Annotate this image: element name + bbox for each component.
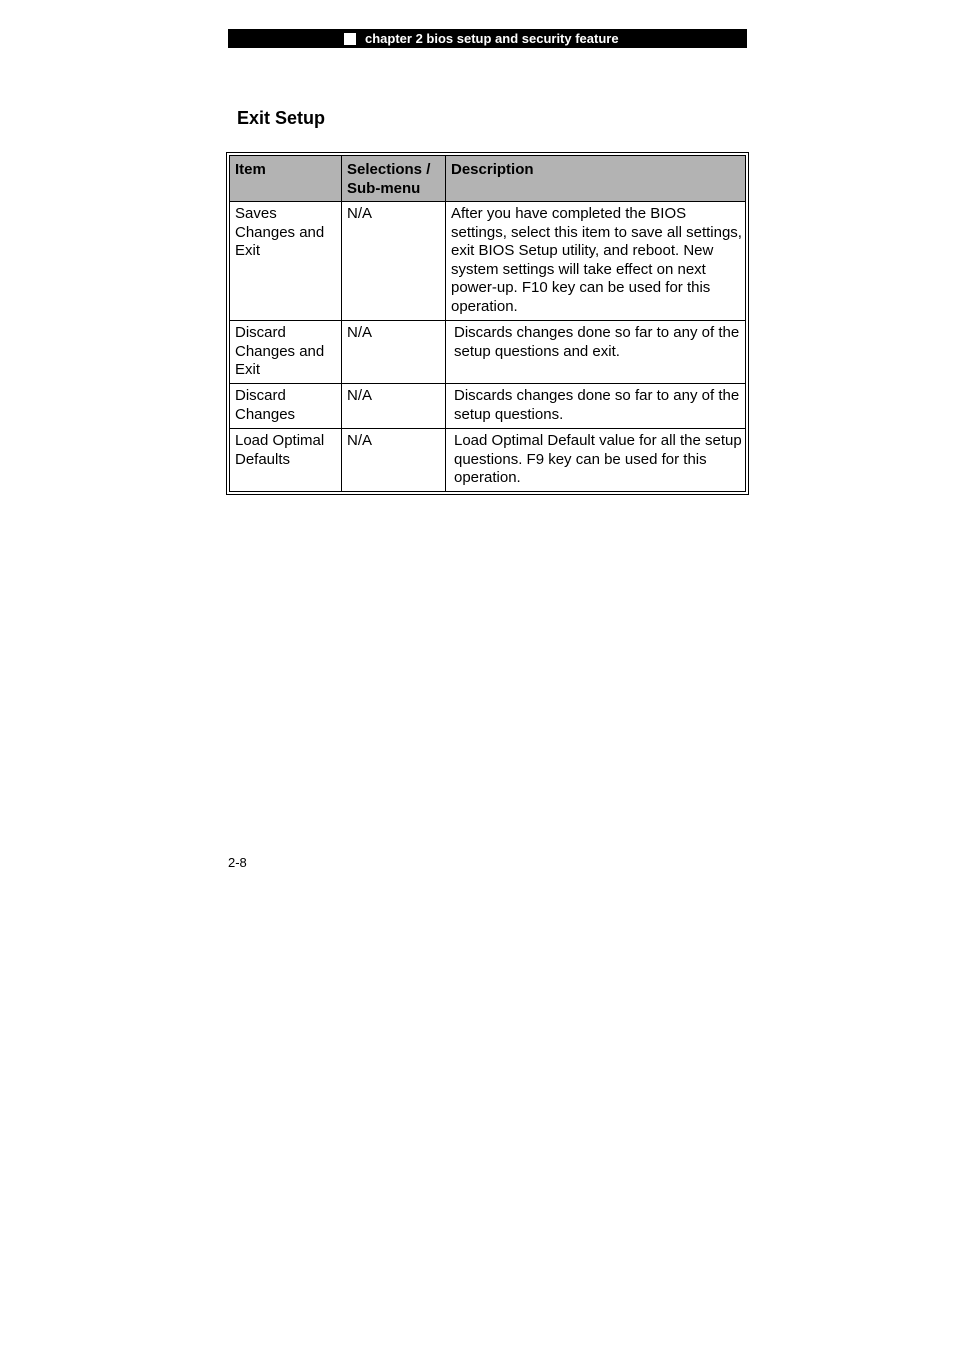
table-header-row [230,156,746,202]
selection-cell: N/A [342,321,446,384]
section-title: Exit Setup [237,108,326,128]
column-header-selections: Selections / Sub-menu [342,156,446,202]
chapter-title: chapter 2 bios setup and security feature [365,31,619,46]
page-number: 2-8 [228,855,247,870]
table-row [230,429,746,492]
square-bullet-icon [344,33,356,45]
selection-cell: N/A [342,384,446,429]
selection-cell: N/A [342,202,446,321]
column-header-item: Item [230,156,342,202]
item-cell: Load Optimal Defaults [230,429,342,492]
item-cell: Saves Changes and Exit [230,202,342,321]
item-cell: Discard Changes [230,384,342,429]
chapter-header-bar [228,29,747,48]
description-cell: Discards changes done so far to any of the setup questions and exit. [446,321,746,384]
description-cell: Discards changes done so far to any of the setup questions. [446,384,746,429]
exit-setup-table-frame [226,152,749,495]
selection-cell: N/A [342,429,446,492]
exit-setup-table [229,155,746,492]
table-row [230,384,746,429]
table-row [230,321,746,384]
column-header-description: Description [446,156,746,202]
table-row [230,202,746,321]
item-cell: Discard Changes and Exit [230,321,342,384]
description-cell: Load Optimal Default value for all the setup questions. F9 key can be used for this operation. [446,429,746,492]
description-cell: After you have completed the BIOS settings, select this item to save all settings, exit BIOS Setup utility, and reboot. New system settings will take effect on next power-up. F10 key can be used for this operation. [446,202,746,321]
